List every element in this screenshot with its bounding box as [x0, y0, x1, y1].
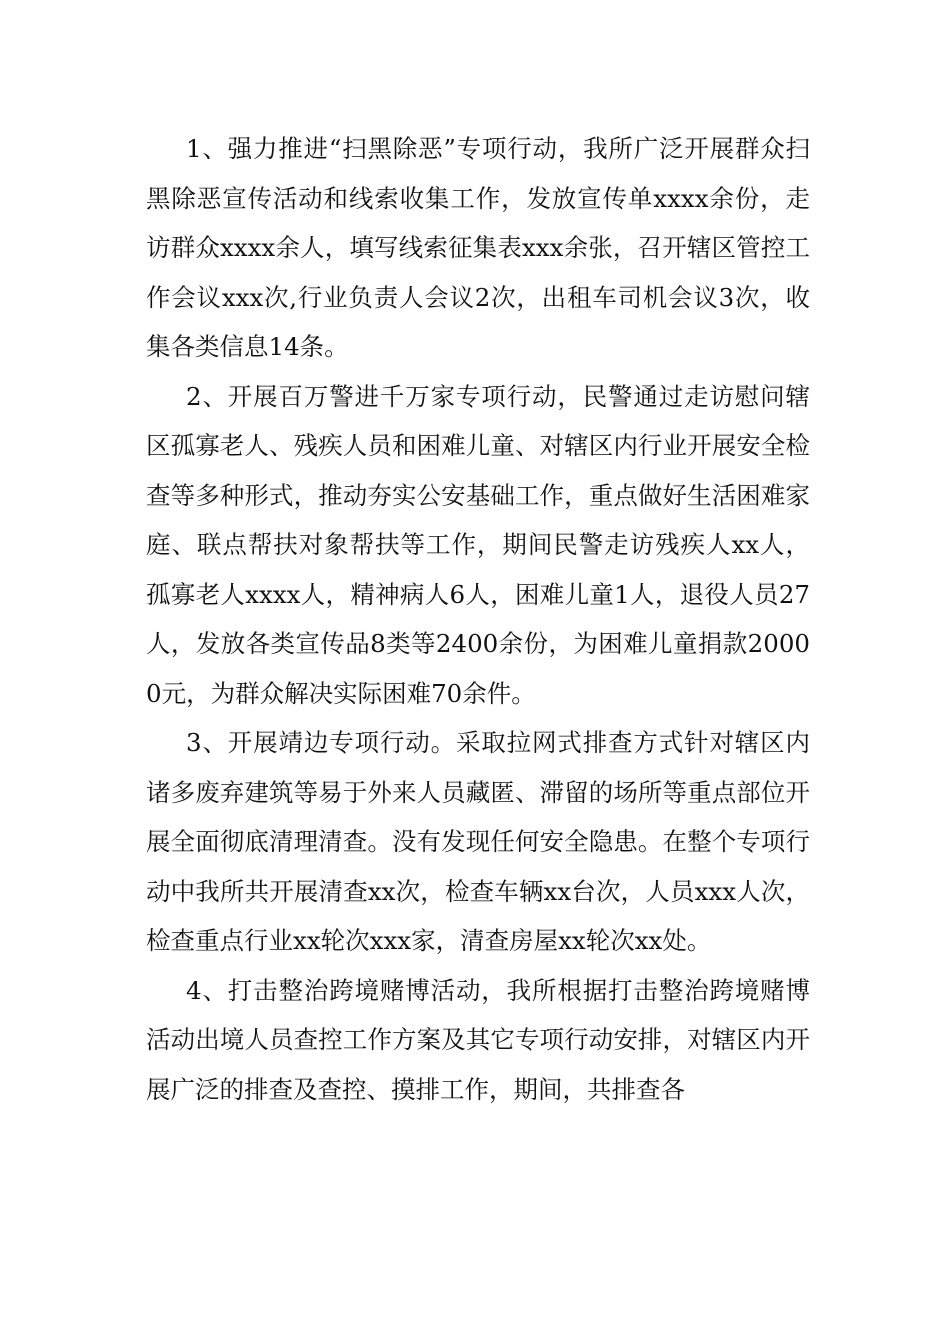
document-body	[146, 124, 810, 1114]
paragraph-1: 1、强力推进“扫黑除恶”专项行动，我所广泛开展群众扫黑除恶宣传活动和线索收集工作，发放宣传单xxxx余份，走访群众xxxx余人，填写线索征集表xxx余张，召开辖区管控工作会议xxx次,行业负责人会议2次，出租车司机会议3次，收集各类信息14条。	[146, 134, 810, 361]
paragraph-3: 3、开展靖边专项行动。采取拉网式排查方式针对辖区内诸多废弃建筑等易于外来人员藏匿、滞留的场所等重点部位开展全面彻底清理清查。没有发现任何安全隐患。在整个专项行动中我所共开展清查xx次，检查车辆xx台次，人员xxx人次，检查重点行业xx轮次xxx家，清查房屋xx轮次xx处。	[146, 728, 810, 955]
paragraph-4: 4、打击整治跨境赌博活动，我所根据打击整治跨境赌博活动出境人员查控工作方案及其它专项行动安排，对辖区内开展广泛的排查及查控、摸排工作，期间，共排查各	[146, 975, 810, 1104]
paragraph-2: 2、开展百万警进千万家专项行动，民警通过走访慰问辖区孤寡老人、残疾人员和困难儿童、对辖区内行业开展安全检查等多种形式，推动夯实公安基础工作，重点做好生活困难家庭、联点帮扶对象帮扶等工作，期间民警走访残疾人xx人，孤寡老人xxxx人，精神病人6人，困难儿童1人，退役人员27人，发放各类宣传品8类等2400余份，为困难儿童捐款20000元，为群众解决实际困难70余件。	[146, 381, 810, 708]
